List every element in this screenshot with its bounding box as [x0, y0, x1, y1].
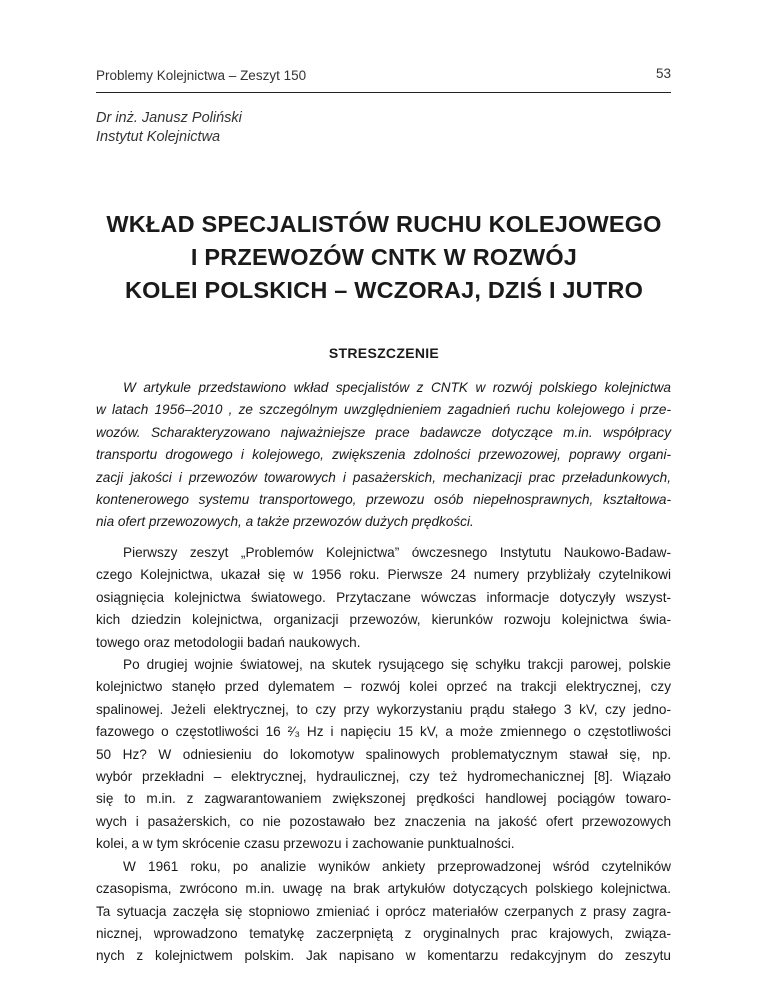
body-line: spalinowej. Jeżeli elektrycznej, to czy przy wykorzystaniu prądu stałego 3 kV, czy jedno-: [96, 701, 671, 717]
body-line: się to m.in. z zagwarantowaniem zwiększonej prędkości handlowej pociągów towaro-: [96, 791, 671, 807]
body-line: nych z kolejnictwem polskim. Jak napisano w komentarzu redakcyjnym do zeszytu: [96, 948, 671, 964]
author-affiliation: Instytut Kolejnictwa: [96, 129, 221, 145]
running-header: [96, 60, 671, 93]
body-text: [96, 542, 671, 968]
body-line: fazowego o częstotliwości 16 ²⁄₃ Hz i napięciu 15 kV, a może zmiennego o częstotliwości: [96, 724, 671, 740]
abstract-line: kontenerowego systemu transportowego, przewozu osób niepełnosprawnych, kształtowa-: [96, 492, 671, 508]
body-line: kolei, a w tym skrócenie czasu przewozu i zachowanie punktualności.: [96, 836, 515, 852]
body-line: osiągnięcia kolejnictwa światowego. Przytaczane wówczas informacje dotyczyły wszyst-: [96, 589, 671, 605]
journal-name: Problemy Kolejnictwa – Zeszyt 150: [96, 68, 307, 83]
body-line: Pierwszy zeszyt „Problemów Kolejnictwa” ówczesnego Instytutu Naukowo-Badaw-: [123, 545, 671, 560]
abstract-line: W artykule przedstawiono wkład specjalistów z CNTK w rozwój polskiego kolejnictwa: [123, 380, 671, 395]
body-line: Ta sytuacja zaczęła się stopniowo zmieniać i oprócz materiałów czerpanych z prasy zagra-: [96, 903, 671, 919]
body-line: nicznej, wprowadzono tematykę zaczerpniętą z oryginalnych prac krajowych, związa-: [96, 925, 671, 941]
abstract-line: zacji jakości i przewozów towarowych i pasażerskich, mechanizacji prac przeładunkowych,: [96, 469, 671, 485]
title-line: KOLEI POLSKICH – WCZORAJ, DZIŚ I JUTRO: [124, 277, 644, 303]
author-name: Dr inż. Janusz Poliński: [96, 110, 242, 126]
title-line: WKŁAD SPECJALISTÓW RUCHU KOLEJOWEGO: [106, 211, 662, 237]
body-line: 50 Hz? W odniesieniu do lokomotyw spalinowych problematycznym stawał się, np.: [96, 746, 671, 762]
body-line: wybór przekładni – elektrycznej, hydraulicznej, czy też hydromechanicznej [8]. Wiązało: [96, 769, 671, 785]
body-line: towego oraz metodologii badań naukowych.: [96, 634, 361, 650]
author-block: [96, 109, 242, 147]
abstract-line: w latach 1956–2010 , ze szczególnym uwzględnieniem zagadnień ruchu kolejowego i prze-: [96, 402, 671, 418]
body-line: Po drugiej wojnie światowej, na skutek rysującego się schyłku trakcji parowej, polskie: [123, 657, 671, 673]
abstract-line: nia ofert przewozowych, a także przewozów dużych prędkości.: [96, 514, 474, 530]
title-line: I PRZEWOZÓW CNTK W ROZWÓJ: [190, 244, 578, 270]
body-line: kich dziedzin kolejnictwa, organizacji przewozów, kierunków rozwoju kolejnictwa świa-: [96, 612, 671, 628]
body-line: W 1961 roku, po analizie wyników ankiety przeprowadzonej wśród czytelników: [123, 858, 671, 874]
abstract-heading: STRESZCZENIE: [328, 345, 440, 361]
body-line: czego Kolejnictwa, ukazał się w 1956 roku. Pierwsze 24 numery przybliżały czytelnikowi: [96, 567, 671, 583]
abstract-text: [96, 377, 671, 534]
body-line: czasopisma, zwrócono m.in. uwagę na brak artykułów dotyczących polskiego kolejnictwa.: [96, 881, 671, 897]
article-title: [60, 208, 708, 307]
abstract-line: wozów. Scharakteryzowano najważniejsze prace badawcze dotyczące m.in. współpracy: [96, 424, 671, 440]
page-number: 53: [655, 66, 671, 81]
body-line: wych i pasażerskich, co nie pozostawało bez znaczenia na jakość ofert przewozowych: [96, 813, 671, 829]
abstract-line: transportu drogowego i kolejowego, zwiększenia zdolności przewozowej, poprawy organi-: [96, 447, 671, 463]
body-line: kolejnictwo stanęło przed dylematem – rozwój kolei oprzeć na trakcji elektrycznej, czy: [96, 679, 671, 695]
